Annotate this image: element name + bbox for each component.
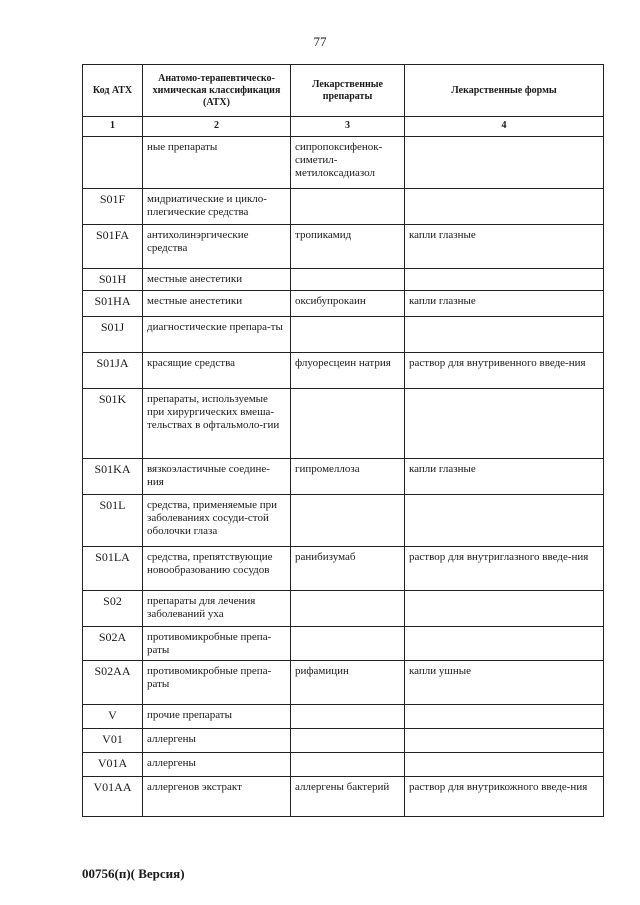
drug-cell: аллергены бактерий xyxy=(291,777,405,817)
dosage-form-cell: раствор для внутрикожного введе-ния xyxy=(405,777,604,817)
atx-code-cell: S02AA xyxy=(83,661,143,705)
atx-code-cell: S01KA xyxy=(83,459,143,495)
column-number: 2 xyxy=(143,117,291,137)
classification-cell: антихолинэргические средства xyxy=(143,225,291,269)
atx-code-cell: S01K xyxy=(83,389,143,459)
dosage-form-cell: раствор для внутриглазного введе-ния xyxy=(405,547,604,591)
classification-cell: мидриатические и цикло-плегические средства xyxy=(143,189,291,225)
column-numbers-row xyxy=(83,117,604,137)
table-row xyxy=(83,777,604,817)
atx-code-cell: S02A xyxy=(83,627,143,661)
atx-code-cell: S01F xyxy=(83,189,143,225)
classification-cell: местные анестетики xyxy=(143,291,291,317)
table-row xyxy=(83,225,604,269)
table-row xyxy=(83,137,604,189)
drug-cell: ранибизумаб xyxy=(291,547,405,591)
classification-cell: красящие средства xyxy=(143,353,291,389)
classification-cell: противомикробные препа-раты xyxy=(143,661,291,705)
dosage-form-cell xyxy=(405,269,604,291)
dosage-form-cell: капли глазные xyxy=(405,459,604,495)
dosage-form-cell: капли ушные xyxy=(405,661,604,705)
dosage-form-cell xyxy=(405,495,604,547)
drug-cell: гипромеллоза xyxy=(291,459,405,495)
table-row xyxy=(83,627,604,661)
classification-cell: диагностические препара-ты xyxy=(143,317,291,353)
classification-cell: аллергены xyxy=(143,753,291,777)
table-row xyxy=(83,705,604,729)
dosage-form-cell xyxy=(405,627,604,661)
atx-code-cell: V01 xyxy=(83,729,143,753)
dosage-form-cell xyxy=(405,591,604,627)
dosage-form-cell: капли глазные xyxy=(405,291,604,317)
table-header-row xyxy=(83,65,604,117)
dosage-form-cell xyxy=(405,729,604,753)
dosage-form-cell xyxy=(405,753,604,777)
table-row xyxy=(83,269,604,291)
classification-cell: аллергенов экстракт xyxy=(143,777,291,817)
dosage-form-cell xyxy=(405,137,604,189)
table-row xyxy=(83,459,604,495)
atx-code-cell: S01J xyxy=(83,317,143,353)
header-drugs: Лекарственные препараты xyxy=(291,65,405,117)
drug-cell xyxy=(291,705,405,729)
column-number: 3 xyxy=(291,117,405,137)
table-row xyxy=(83,661,604,705)
dosage-form-cell xyxy=(405,189,604,225)
classification-cell: ные препараты xyxy=(143,137,291,189)
classification-cell: средства, препятствующие новообразованию сосудов xyxy=(143,547,291,591)
table-row xyxy=(83,547,604,591)
header-classification: Анатомо-терапевтическо-химическая классификация (АТХ) xyxy=(143,65,291,117)
table-row xyxy=(83,591,604,627)
drug-cell xyxy=(291,269,405,291)
dosage-form-cell xyxy=(405,317,604,353)
drug-cell xyxy=(291,627,405,661)
atx-code-cell: S02 xyxy=(83,591,143,627)
atx-code-cell: S01JA xyxy=(83,353,143,389)
document-version-footer: 00756(п)( Версия) xyxy=(82,866,185,881)
drug-cell xyxy=(291,317,405,353)
atx-code-cell: S01FA xyxy=(83,225,143,269)
classification-cell: вязкоэластичные соедине-ния xyxy=(143,459,291,495)
drug-cell xyxy=(291,189,405,225)
atx-table xyxy=(82,64,604,817)
atx-code-cell: S01LA xyxy=(83,547,143,591)
dosage-form-cell xyxy=(405,389,604,459)
table-row xyxy=(83,729,604,753)
atx-code-cell: S01L xyxy=(83,495,143,547)
atx-code-cell: S01HA xyxy=(83,291,143,317)
page-number: 77 xyxy=(313,34,327,49)
atx-code-cell xyxy=(83,137,143,189)
table-row xyxy=(83,291,604,317)
drug-cell: сипропоксифенок-симетил-метилоксадиазол xyxy=(291,137,405,189)
classification-cell: прочие препараты xyxy=(143,705,291,729)
table-row xyxy=(83,389,604,459)
column-number: 4 xyxy=(405,117,604,137)
table-row xyxy=(83,495,604,547)
classification-cell: противомикробные препа-раты xyxy=(143,627,291,661)
atx-code-cell: V xyxy=(83,705,143,729)
drug-cell: тропикамид xyxy=(291,225,405,269)
classification-cell: средства, применяемые при заболеваниях сосуди-стой оболочки глаза xyxy=(143,495,291,547)
dosage-form-cell xyxy=(405,705,604,729)
table-row xyxy=(83,753,604,777)
dosage-form-cell: капли глазные xyxy=(405,225,604,269)
table-row xyxy=(83,189,604,225)
classification-cell: препараты для лечения заболеваний уха xyxy=(143,591,291,627)
atx-code-cell: V01A xyxy=(83,753,143,777)
table-body xyxy=(83,137,604,817)
classification-cell: препараты, используемые при хирургических вмеша-тельствах в офтальмоло-гии xyxy=(143,389,291,459)
table-row xyxy=(83,317,604,353)
drug-cell: флуоресцеин натрия xyxy=(291,353,405,389)
drug-cell: рифамицин xyxy=(291,661,405,705)
drug-cell xyxy=(291,729,405,753)
drug-cell xyxy=(291,495,405,547)
drug-cell xyxy=(291,389,405,459)
classification-cell: местные анестетики xyxy=(143,269,291,291)
drug-cell: оксибупрокаин xyxy=(291,291,405,317)
drug-cell xyxy=(291,591,405,627)
drug-cell xyxy=(291,753,405,777)
classification-cell: аллергены xyxy=(143,729,291,753)
atx-code-cell: S01H xyxy=(83,269,143,291)
atx-code-cell: V01AA xyxy=(83,777,143,817)
table-row xyxy=(83,353,604,389)
header-forms: Лекарственные формы xyxy=(405,65,604,117)
column-number: 1 xyxy=(83,117,143,137)
dosage-form-cell: раствор для внутривенного введе-ния xyxy=(405,353,604,389)
header-code: Код АТХ xyxy=(83,65,143,117)
